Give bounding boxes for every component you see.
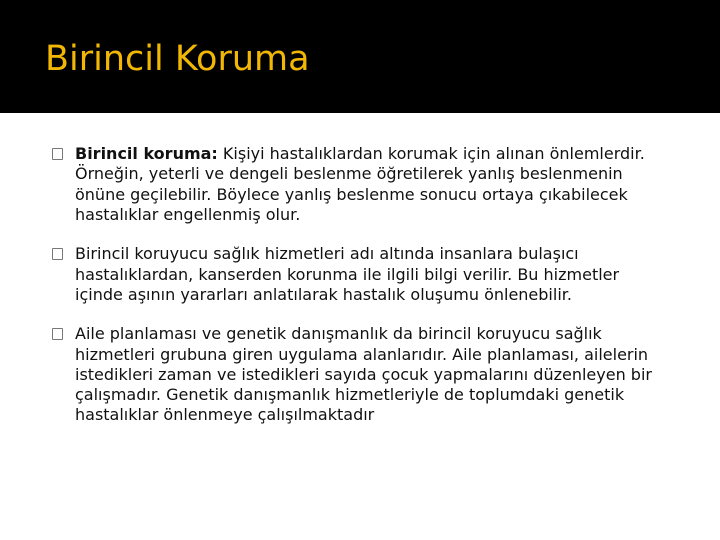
bullet-text: Birincil koruyucu sağlık hizmetleri adı altında insanlara bulaşıcı hastalıklardan, kanserden korunma ile ilgili bilgi verilir. Bu hizmetler içinde aşının yararları anlatılarak hastalık oluşumu önlenebilir. <box>75 244 620 304</box>
title-bar <box>0 0 720 113</box>
square-bullet-icon <box>52 248 63 260</box>
slide-title: Birincil Koruma <box>45 39 310 79</box>
square-bullet-icon <box>52 328 63 340</box>
bullet-lead-text: Birincil koruma: <box>75 144 218 163</box>
bullet-item-1 <box>50 144 670 225</box>
bullet-item-2 <box>50 244 670 305</box>
bullet-text: Kişiyi hastalıklardan korumak için alınan önlemlerdir. Örneğin, yeterli ve dengeli beslenme öğretilerek yanlış beslenmenin önüne geçilebilir. Böylece yanlış beslenme sonucu ortaya çıkabilecek hastalıklar engellenmiş olur. <box>75 144 645 224</box>
bullet-item-3 <box>50 324 670 426</box>
square-bullet-icon <box>52 148 63 160</box>
bullet-list <box>50 144 670 445</box>
bullet-text: Aile planlaması ve genetik danışmanlık da birincil koruyucu sağlık hizmetleri grubuna giren uygulama alanlarıdır. Aile planlaması, ailelerin istedikleri zaman ve istedikleri sayıda çocuk yapmalarını düzenleyen bir çalışmadır. Genetik danışmanlık hizmetleriyle de toplumdaki genetik hastalıklar önlenmeye çalışılmaktadır <box>75 324 652 425</box>
